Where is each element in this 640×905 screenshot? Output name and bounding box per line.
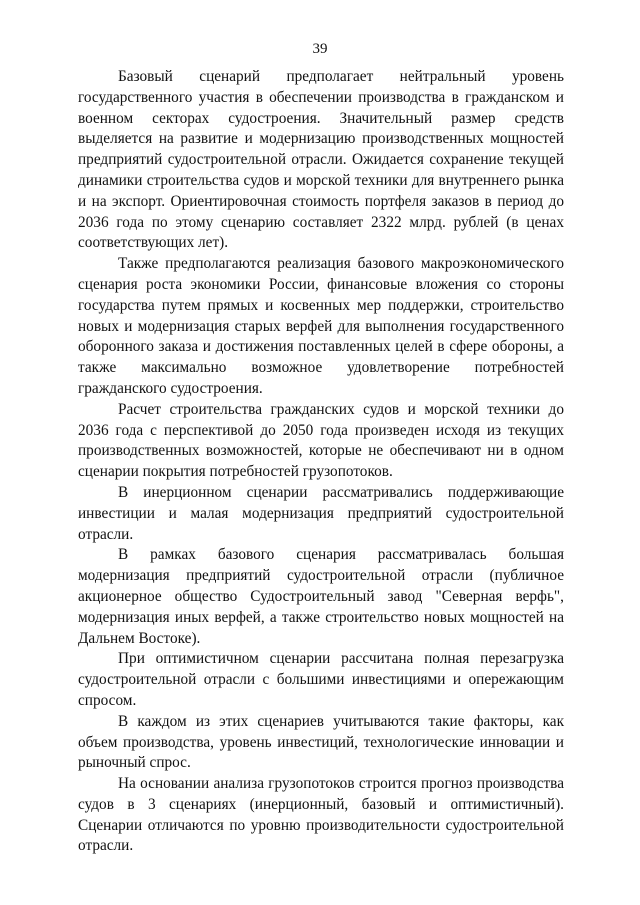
paragraph-inertial-scenario: В инерционном сценарии рассматривались поддерживающие инвестиции и малая модернизация предприятий судостроительной отрасли. [78,483,564,543]
paragraph-construction-calculation: Расчет строительства гражданских судов и морской техники до 2036 года с перспективой до 2050 года произведен исходя из текущих производственных возможностей, которые не обеспечивают ни в одном сценарии покрытия потребностей грузопотоков. [78,400,564,481]
paragraph-scenario-factors: В каждом из этих сценариев учитываются такие факторы, как объем производства, уровень инвестиций, технологические инновации и рыночный спрос. [78,712,564,772]
page-number: 39 [312,41,328,57]
paragraph-optimistic-scenario: При оптимистичном сценарии рассчитана полная перезагрузка судостроительной отрасли с большими инвестициями и опережающим спросом. [78,650,564,709]
paragraph-baseline-modernization: В рамках базового сценария рассматривалась большая модернизация предприятий судостроительной отрасли (публичное акционерное общество Судостроительный завод "Северная верфь", модернизация иных верфей, а также строительство новых мощностей на Дальнем Востоке). [78,546,564,647]
paragraph-macroeconomic-assumptions: Также предполагаются реализация базового макроэкономического сценария роста экономики России, финансовые вложения со стороны государства путем прямых и косвенных мер поддержки, строительство новых и модернизация старых верфей для выполнения государственного оборонного заказа и достижения поставленных целей в сфере обороны, а также максимально возможное удовлетворение потребностей гражданского судостроения. [78,255,564,397]
document-body [78,67,564,857]
paragraph-baseline-scenario: Базовый сценарий предполагает нейтральный уровень государственного участия в обеспечении производства в гражданском и военном секторах судостроения. Значительный размер средств выделяется на развитие и модернизацию производственных мощностей предприятий судостроительной отрасли. Ожидается сохранение текущей динамики строительства судов и морской техники для внутреннего рынка и на экспорт. Ориентировочная стоимость портфеля заказов в период до 2036 года по этому сценарию составляет 2322 млрд. рублей (в ценах соответствующих лет). [78,68,564,252]
paragraph-production-forecast: На основании анализа грузопотоков строится прогноз производства судов в 3 сценариях (инерционный, базовый и оптимистичный). Сценарии отличаются по уровню производительности судостроительной отрасли. [78,775,564,855]
